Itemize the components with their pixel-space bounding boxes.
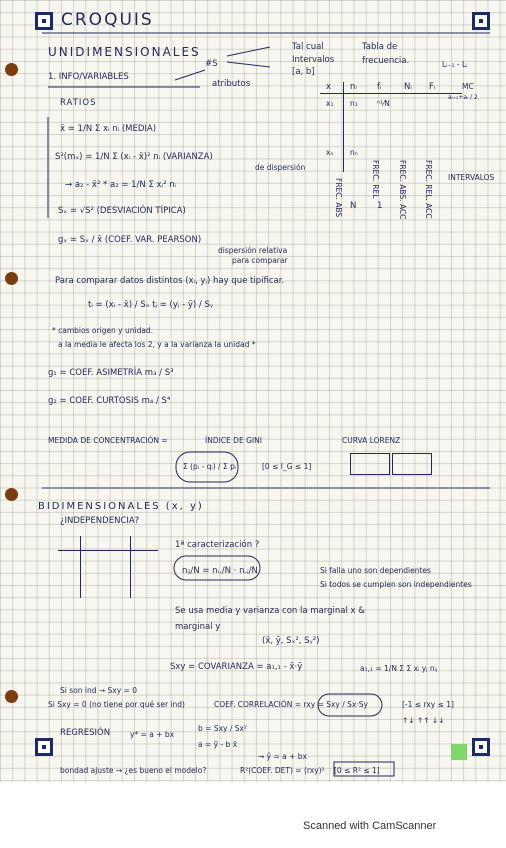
ratios-title: RATIOS: [60, 98, 97, 108]
table-intervalos-note: INTERVALOS: [448, 173, 495, 182]
table-vert-frec-abs-acc: FREC. ABS. ACC: [398, 160, 407, 220]
tupla-estadisticos: (x̄, ȳ, Sₓ², Sᵧ²): [262, 636, 320, 646]
table-cell-nn: nₙ: [350, 148, 358, 157]
table-li: Lᵢ₋₁ - Lᵢ: [442, 60, 468, 69]
r2-coef: R²(COEF. DET) = (rxy)²: [240, 766, 325, 775]
independencia-formula: nᵢⱼ/N = nᵢ./N · n.ⱼ/N: [182, 566, 258, 576]
table-cell-x1: x₁: [326, 99, 334, 108]
coef-asimetria: g₁ = COEF. ASIMETRÍA m₃ / S³: [48, 368, 174, 378]
table-mc: MC: [462, 82, 474, 91]
note-dispersion: de dispersión: [255, 163, 306, 172]
pearson-note-2: para comparar: [232, 256, 288, 265]
table-col-fi: fᵢ: [377, 82, 382, 92]
regresion-recta: y* = a + bx: [130, 730, 175, 739]
regresion-a: a = ȳ - b x̄: [198, 740, 238, 749]
marginal-y: marginal y: [175, 622, 221, 632]
formula-momentos: → a₂ - x̄² * a₂ = 1/N Σ xᵢ² nᵢ: [65, 180, 177, 190]
tabla-label: Tabla de: [362, 42, 398, 52]
a11-formula: a₁,₁ = 1/N Σ Σ xᵢ yⱼ nᵢⱼ: [360, 664, 438, 673]
num-label: #S: [205, 59, 218, 69]
caracterizacion: 1ª caracterización ?: [175, 540, 260, 550]
formula-varianza: S²(mₓ) = 1/N Σ (xᵢ - x̄)² nᵢ (VARIANZA): [55, 152, 213, 162]
concentracion-title: MEDIDA DE CONCENTRACIÓN =: [48, 436, 168, 445]
scan-footer: [0, 782, 506, 848]
table-col-x: x: [326, 82, 332, 92]
sxy-cero: Si Sxy = 0 (no tiene por qué ser ind): [48, 700, 185, 709]
covarianza: Sxy = COVARIANZA = a₁,₁ - x̄·ȳ: [170, 662, 303, 672]
atributos-label: atributos: [212, 79, 251, 89]
section-title-bidimensionales: BIDIMENSIONALES (x, y): [38, 501, 204, 512]
formula-pearson: gₓ = Sₓ / x̄ (COEF. VAR. PEARSON): [58, 235, 202, 245]
coef-correlacion: COEF. CORRELACIÓN = rxy = Sxy / Sx·Sy: [214, 700, 368, 709]
page-title: CROQUIS: [61, 10, 154, 30]
frecuencia-label: frecuencia.: [362, 56, 410, 66]
correlacion-range: [-1 ≤ rxy ≤ 1]: [402, 700, 454, 709]
table-cell-f1: ⁿ¹⁄N: [377, 99, 390, 108]
gini-formula: Σ (pᵢ - qᵢ) / Σ pᵢ: [183, 462, 237, 471]
table-cell-xn: xₙ: [326, 148, 334, 157]
table-vert-frec-abs: FREC. ABS: [334, 178, 343, 218]
tipificar-formula: tᵢ = (xᵢ - x̄) / Sₓ tⱼ = (yⱼ - ȳ) / Sᵧ: [88, 300, 214, 310]
tipificar-intro: Para comparar datos distintos (xᵢ, yⱼ) hay que tipificar.: [55, 276, 285, 286]
table-col-Fi: Fᵢ: [429, 82, 436, 92]
table-col-ni: nᵢ: [350, 82, 357, 92]
formula-desviacion: Sₓ = √S² (DESVIACIÓN TÍPICA): [58, 206, 186, 216]
independencia-question: ¿INDEPENDENCIA?: [60, 516, 140, 526]
indice-gini: ÍNDICE DE GINI: [205, 436, 262, 445]
bondad-ajuste: bondad ajuste → ¿es bueno el modelo?: [60, 766, 207, 775]
table-vert-frec-rel-acc: FREC. REL. ACC: [424, 160, 433, 219]
interval-ab: [a, b]: [292, 67, 315, 77]
formula-media: x̄ = 1/N Σ xᵢ nᵢ (MEDIA): [60, 124, 157, 134]
table-col-Ni: Nᵢ: [404, 82, 412, 92]
regresion-b: b = Sxy / Sx²: [198, 724, 247, 733]
si-todos: Si todos se cumplen son independientes: [320, 580, 472, 589]
curva-lorenz: CURVA LORENZ: [342, 436, 401, 445]
info-variables: 1. INFO/VARIABLES: [48, 72, 129, 82]
tal-cual-label: Tal cual: [292, 42, 324, 52]
coef-curtosis: g₂ = COEF. CURTOSIS m₄ / S⁴: [48, 396, 171, 406]
section-title-unidimensionales: UNIDIMENSIONALES: [48, 45, 201, 59]
media-marginal: Se usa media y varianza con la marginal x &: [175, 606, 365, 616]
table-total-one: 1: [377, 201, 383, 211]
table-total-N: N: [350, 201, 357, 211]
r2-range: [0 ≤ R² ≤ 1]: [334, 766, 380, 775]
scanner-watermark: Scanned with CamScanner: [303, 820, 437, 832]
table-vert-frec-rel: FREC. REL: [371, 160, 380, 199]
tipificar-nota: a la media le afecta los 2, y a la varianza la unidad *: [58, 340, 256, 349]
gini-range: [0 ≤ I_G ≤ 1]: [262, 462, 312, 471]
regresion-title: REGRESIÓN: [60, 728, 111, 738]
regresion-yabx: → ŷ = a + bx: [258, 752, 308, 761]
tipificar-cambios: * cambios origen y unidad.: [52, 326, 154, 335]
si-falla: Si falla uno son dependientes: [320, 566, 431, 575]
correlacion-signos: ↑↓ ↑↑ ↓↓: [402, 716, 445, 725]
independientes-sxy: Si son ind → Sxy = 0: [60, 686, 137, 695]
pearson-note-1: dispersión relativa: [218, 246, 288, 255]
intervalos-label: Intervalos: [292, 55, 335, 65]
table-mc-formula: aᵢ₊₁+aᵢ / 2: [448, 94, 478, 101]
table-cell-n1: n₁: [350, 99, 358, 108]
